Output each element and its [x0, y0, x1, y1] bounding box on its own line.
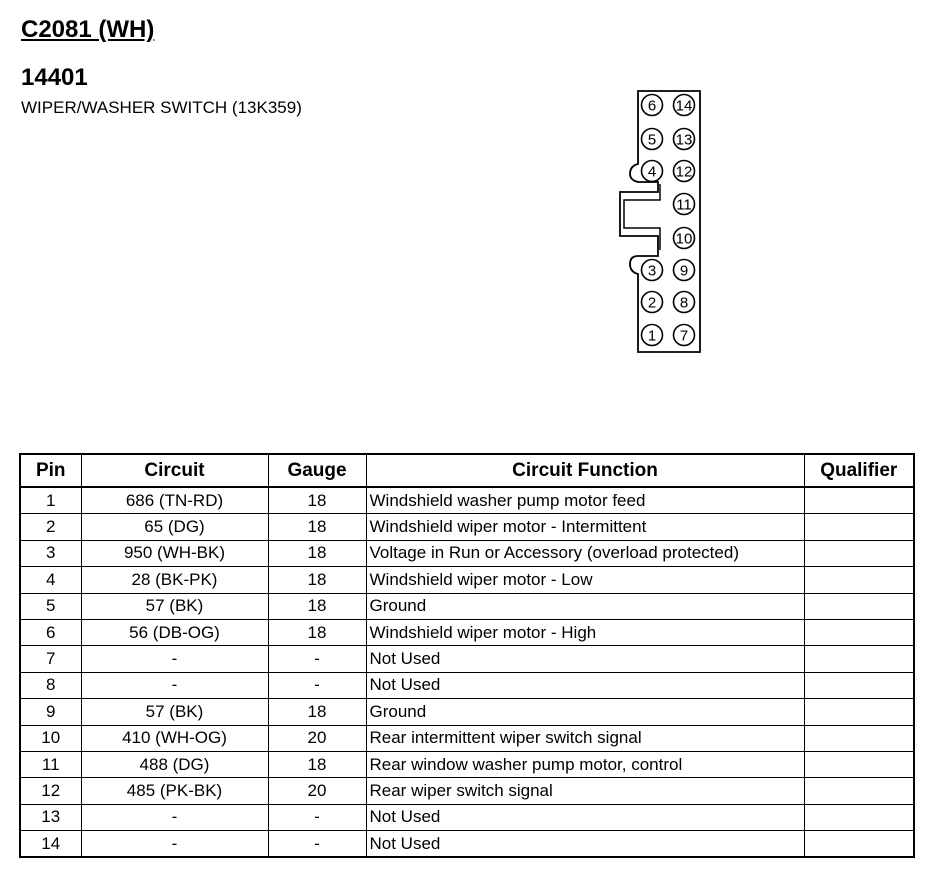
part-number: 14401 [21, 64, 88, 91]
pin-number: 11 [676, 196, 692, 214]
qualifier-cell [804, 699, 914, 725]
connector-pin [642, 325, 663, 346]
connector-pin [642, 260, 663, 281]
pin-cell: 4 [20, 567, 81, 593]
connector-pin [674, 194, 695, 215]
connector-pin [642, 95, 663, 116]
gauge-cell: - [268, 804, 366, 830]
pin-number: 3 [647, 262, 657, 280]
gauge-cell: 18 [268, 699, 366, 725]
table-row [20, 778, 914, 804]
connector-pin [674, 325, 695, 346]
qualifier-cell [804, 487, 914, 514]
table-row [20, 487, 914, 514]
function-cell: Not Used [366, 672, 804, 698]
circuit-cell: 28 (BK-PK) [81, 567, 268, 593]
gauge-cell: 18 [268, 540, 366, 566]
circuit-cell: - [81, 672, 268, 698]
gauge-cell: 18 [268, 567, 366, 593]
table-row [20, 540, 914, 566]
connector-pin [674, 292, 695, 313]
pin-number: 10 [675, 230, 693, 248]
circuit-cell: 65 (DG) [81, 514, 268, 540]
pin-cell: 8 [20, 672, 81, 698]
function-cell: Voltage in Run or Accessory (overload protected) [366, 540, 804, 566]
table-header-row [20, 454, 914, 487]
circuit-cell: - [81, 646, 268, 672]
pin-number: 7 [679, 327, 689, 345]
function-cell: Not Used [366, 646, 804, 672]
gauge-cell: 18 [268, 619, 366, 645]
connector-pin [674, 228, 695, 249]
pin-number: 5 [647, 131, 657, 149]
function-cell: Windshield wiper motor - High [366, 619, 804, 645]
pin-cell: 7 [20, 646, 81, 672]
qualifier-cell [804, 540, 914, 566]
connector-id: C2081 (WH) [21, 16, 155, 43]
gauge-cell: - [268, 672, 366, 698]
pin-cell: 11 [20, 751, 81, 777]
function-cell: Rear window washer pump motor, control [366, 751, 804, 777]
gauge-cell: 18 [268, 593, 366, 619]
table-row [20, 514, 914, 540]
table-row [20, 725, 914, 751]
pin-number: 14 [675, 97, 693, 115]
function-cell: Ground [366, 699, 804, 725]
table-row [20, 567, 914, 593]
pin-number: 12 [675, 163, 693, 181]
pin-number: 13 [675, 131, 693, 149]
pin-cell: 3 [20, 540, 81, 566]
left-pin-column [642, 95, 663, 346]
circuit-cell: 686 (TN-RD) [81, 487, 268, 514]
table-row [20, 619, 914, 645]
table-row [20, 593, 914, 619]
function-cell: Rear wiper switch signal [366, 778, 804, 804]
function-cell: Not Used [366, 804, 804, 830]
column-header-circuit: Circuit [81, 454, 268, 487]
qualifier-cell [804, 567, 914, 593]
pin-number: 2 [647, 294, 657, 312]
connector-pin [674, 129, 695, 150]
pin-cell: 14 [20, 831, 81, 858]
column-header-qualifier: Qualifier [804, 454, 914, 487]
gauge-cell: 20 [268, 725, 366, 751]
circuit-cell: 56 (DB-OG) [81, 619, 268, 645]
pin-number: 4 [647, 163, 657, 181]
circuit-cell: 57 (BK) [81, 699, 268, 725]
connector-pin [642, 161, 663, 182]
function-cell: Rear intermittent wiper switch signal [366, 725, 804, 751]
circuit-cell: 57 (BK) [81, 593, 268, 619]
circuit-cell: 950 (WH-BK) [81, 540, 268, 566]
pin-cell: 9 [20, 699, 81, 725]
connector-pin [642, 129, 663, 150]
pin-number: 6 [647, 97, 657, 115]
gauge-cell: - [268, 646, 366, 672]
qualifier-cell [804, 831, 914, 858]
qualifier-cell [804, 751, 914, 777]
circuit-cell: 488 (DG) [81, 751, 268, 777]
table-row [20, 672, 914, 698]
table-row [20, 699, 914, 725]
function-cell: Windshield wiper motor - Intermittent [366, 514, 804, 540]
column-header-gauge: Gauge [268, 454, 366, 487]
connector-pin [674, 260, 695, 281]
function-cell: Ground [366, 593, 804, 619]
table-row [20, 804, 914, 830]
column-header-circuit-function: Circuit Function [366, 454, 804, 487]
gauge-cell: 18 [268, 751, 366, 777]
function-cell: Windshield wiper motor - Low [366, 567, 804, 593]
pin-cell: 10 [20, 725, 81, 751]
circuit-cell: - [81, 831, 268, 858]
circuit-cell: - [81, 804, 268, 830]
pin-cell: 12 [20, 778, 81, 804]
qualifier-cell [804, 593, 914, 619]
gauge-cell: 18 [268, 514, 366, 540]
table-row [20, 751, 914, 777]
pin-cell: 13 [20, 804, 81, 830]
table-row [20, 646, 914, 672]
table-row [20, 831, 914, 858]
pin-number: 1 [647, 327, 657, 345]
connector-latch-inner [624, 184, 660, 250]
gauge-cell: 20 [268, 778, 366, 804]
connector-pin [674, 161, 695, 182]
circuit-cell: 485 (PK-BK) [81, 778, 268, 804]
column-header-pin: Pin [20, 454, 81, 487]
pin-table [19, 453, 915, 858]
right-pin-column [674, 95, 695, 346]
component-name: WIPER/WASHER SWITCH (13K359) [21, 98, 302, 117]
circuit-cell: 410 (WH-OG) [81, 725, 268, 751]
connector-face-diagram [610, 86, 720, 361]
qualifier-cell [804, 725, 914, 751]
connector-pin [642, 292, 663, 313]
qualifier-cell [804, 804, 914, 830]
pin-cell: 5 [20, 593, 81, 619]
qualifier-cell [804, 619, 914, 645]
pin-number: 8 [679, 294, 689, 312]
qualifier-cell [804, 778, 914, 804]
connector-pin [674, 95, 695, 116]
pin-cell: 2 [20, 514, 81, 540]
function-cell: Not Used [366, 831, 804, 858]
gauge-cell: 18 [268, 487, 366, 514]
qualifier-cell [804, 646, 914, 672]
qualifier-cell [804, 672, 914, 698]
pin-cell: 6 [20, 619, 81, 645]
gauge-cell: - [268, 831, 366, 858]
qualifier-cell [804, 514, 914, 540]
pin-cell: 1 [20, 487, 81, 514]
function-cell: Windshield washer pump motor feed [366, 487, 804, 514]
pin-number: 9 [679, 262, 689, 280]
